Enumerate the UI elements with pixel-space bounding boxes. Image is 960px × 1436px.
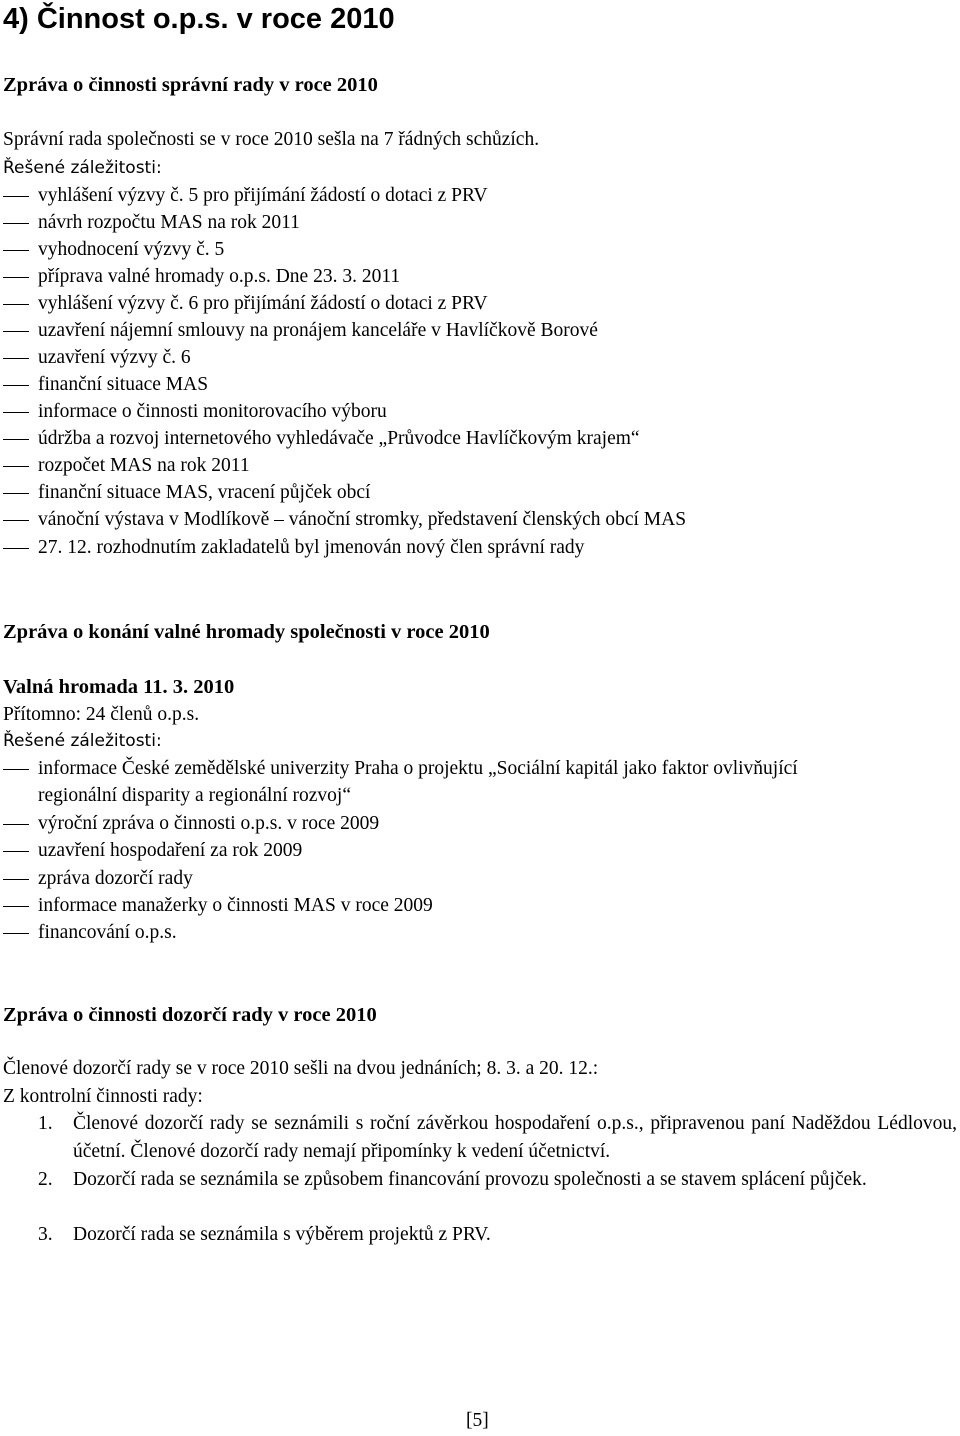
dash-bullet	[3, 412, 29, 413]
section-heading-board: Zpráva o činnosti správní rady v roce 2010	[3, 74, 378, 96]
dash-bullet	[3, 358, 29, 359]
dash-bullet	[3, 331, 29, 332]
dash-bullet	[3, 385, 29, 386]
dash-bullet	[3, 223, 29, 224]
supervisory-items-label: Z kontrolní činnosti rady:	[3, 1086, 203, 1107]
page-title: 4) Činnost o.p.s. v roce 2010	[3, 3, 395, 35]
dash-bullet	[3, 851, 29, 852]
dash-bullet	[3, 906, 29, 907]
page-number: [5]	[466, 1410, 489, 1431]
dash-bullet	[3, 520, 29, 521]
supervisory-intro: Členové dozorčí rady se v roce 2010 sešli na dvou jednáních; 8. 3. a 20. 12.:	[3, 1058, 599, 1079]
section-heading-general-meeting: Zpráva o konání valné hromady společnosti v roce 2010	[3, 621, 490, 643]
dash-bullet	[3, 548, 29, 549]
dash-bullet	[3, 466, 29, 467]
dash-bullet	[3, 196, 29, 197]
document-page: 4) Činnost o.p.s. v roce 2010 Zpráva o činnosti správní rady v roce 2010 Správní rada společnosti se v roce 2010 sešla na 7 řádných schůzích. Řešené záležitosti: vyhlášení výzvy č. 5 pro přijímání žádostí o dotaci z PRV návrh rozpočtu MAS na rok 2011 vyhodnocení výzvy č. 5 příprava valné hromady o.p.s. Dne 23. 3. 2011 vyhlášení výzvy č. 6 pro přijímání žádostí o dotaci z PRV uzavření nájemní smlouvy na pronájem kanceláře v Havlíčkově Borové uzavření výzvy č. 6 finanční situace MAS informace o činnosti monitorovacího výboru údržba a rozvoj internetového vyhledávače „Průvodce Havlíčkovým krajem“ rozpočet MAS na rok 2011 finanční situace MAS, vracení půjček obcí vánoční výstava v Modlíkově – vánoční stromky, představení členských obcí MAS 27. 12. rozhodnutím zakladatelů byl jmenován nový člen správní rady Zpráva o konání valné hromady společnosti v roce 2010 Valná hromada 11. 3. 2010 Přítomno: 24 členů o.p.s. Řešené záležitosti: informace České zemědělské univerzity Praha o projektu „Sociální kapitál jako faktor ovlivňující regionální disparity a regionální rozvoj“ výroční zpráva o činnosti o.p.s. v roce 2009 uzavření hospodaření za rok 2009 zpráva dozorčí rady informace manažerky o činnosti MAS v roce 2009 financování o.p.s. Zpráva o činnosti dozorčí rady v roce 2010 Členové dozorčí rady se v roce 2010 sešli na dvou jednáních; 8. 3. a 20. 12.: Z kontrolní činnosti rady: 1. Členové dozorčí rady se seznámili s roční závěrkou hospodaření o.p.s., připravenou paní Naděždou Lédlovou, účetní. Členové dozorčí rady nemají připomínky k vedení účetnictví. 2. Dozorčí rada se seznámila se způsobem financování provozu společnosti a se stavem splácení půjček. 3. Dozorčí rada se seznámila s výběrem projektů z PRV. [5]	[3, 3, 957, 1431]
dash-bullet	[3, 439, 29, 440]
meeting-subheading: Valná hromada 11. 3. 2010	[3, 676, 235, 698]
dash-bullet	[3, 304, 29, 305]
dash-bullet	[3, 879, 29, 880]
board-items-label: Řešené záležitosti:	[3, 158, 162, 178]
section-heading-supervisory-board: Zpráva o činnosti dozorčí rady v roce 2010	[3, 1004, 377, 1026]
dash-bullet	[3, 277, 29, 278]
dash-bullet	[3, 769, 29, 770]
meeting-items-label: Řešené záležitosti:	[3, 731, 162, 751]
dash-bullet	[3, 933, 29, 934]
dash-bullet	[3, 824, 29, 825]
board-intro: Správní rada společnosti se v roce 2010 sešla na 7 řádných schůzích.	[3, 129, 540, 150]
meeting-attendance: Přítomno: 24 členů o.p.s.	[3, 704, 200, 725]
dash-bullet	[3, 250, 29, 251]
dash-bullet	[3, 493, 29, 494]
